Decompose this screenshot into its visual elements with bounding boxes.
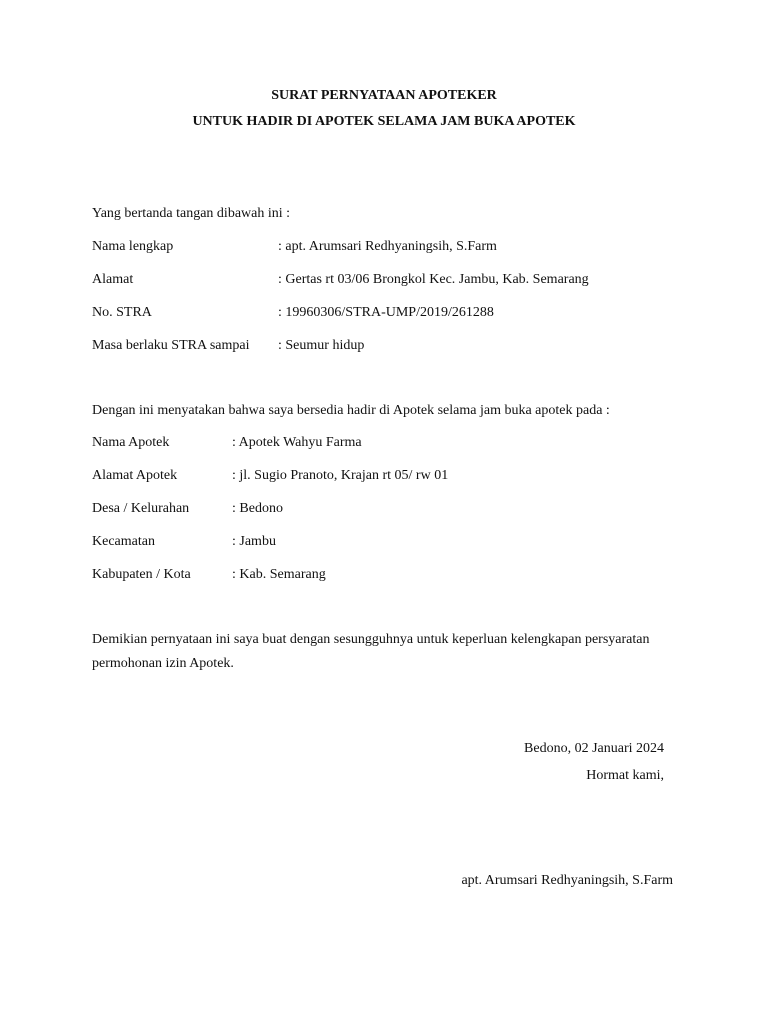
field-value-no-stra: : 19960306/STRA-UMP/2019/261288	[278, 305, 494, 320]
field-label-desa: Desa / Kelurahan	[92, 501, 190, 516]
field-label-no-stra: No. STRA	[92, 305, 152, 320]
regards: Hormat kami,	[586, 768, 664, 783]
statement-text: Dengan ini menyatakan bahwa saya bersedia hadir di Apotek selama jam buka apotek pada :	[92, 403, 610, 418]
field-label-nama-lengkap: Nama lengkap	[92, 239, 174, 254]
intro-text: Yang bertanda tangan dibawah ini :	[92, 206, 291, 221]
field-value-alamat-apotek: : jl. Sugio Pranoto, Krajan rt 05/ rw 01	[232, 468, 449, 483]
field-label-nama-apotek: Nama Apotek	[92, 435, 170, 450]
document-subtitle: UNTUK HADIR DI APOTEK SELAMA JAM BUKA APOTEK	[192, 114, 576, 129]
field-value-masa-berlaku: : Seumur hidup	[278, 338, 365, 353]
field-label-kecamatan: Kecamatan	[92, 534, 155, 549]
field-label-alamat: Alamat	[92, 272, 134, 287]
field-label-kabupaten: Kabupaten / Kota	[92, 567, 191, 582]
field-value-nama-lengkap: : apt. Arumsari Redhyaningsih, S.Farm	[278, 239, 497, 254]
field-value-nama-apotek: : Apotek Wahyu Farma	[232, 435, 362, 450]
document-title: SURAT PERNYATAAN APOTEKER	[271, 88, 497, 103]
signatory-name: apt. Arumsari Redhyaningsih, S.Farm	[461, 873, 673, 888]
field-label-alamat-apotek: Alamat Apotek	[92, 468, 178, 483]
closing-line-1: Demikian pernyataan ini saya buat dengan sesungguhnya untuk keperluan kelengkapan persyaratan	[92, 632, 650, 647]
field-value-kabupaten: : Kab. Semarang	[232, 567, 326, 582]
closing-line-2: permohonan izin Apotek.	[92, 656, 234, 671]
field-value-alamat: : Gertas rt 03/06 Brongkol Kec. Jambu, Kab. Semarang	[278, 272, 589, 287]
field-value-kecamatan: : Jambu	[232, 534, 276, 549]
place-date: Bedono, 02 Januari 2024	[524, 741, 664, 756]
field-label-masa-berlaku: Masa berlaku STRA sampai	[92, 338, 250, 353]
field-value-desa: : Bedono	[232, 501, 283, 516]
